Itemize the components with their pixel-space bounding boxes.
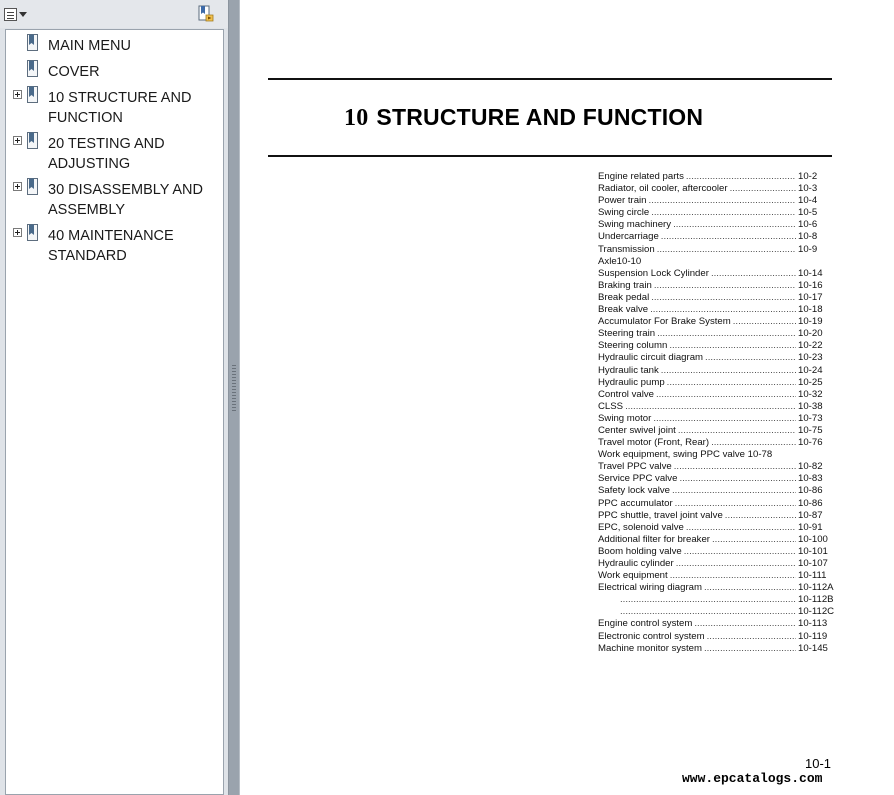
toc-entry[interactable] bbox=[598, 546, 838, 558]
expand-bookmark-icon bbox=[196, 4, 216, 24]
toc-entry-page: 10-76 bbox=[798, 437, 823, 449]
toc-entry-title: Center swivel joint bbox=[598, 424, 676, 436]
toc-entry-page: 10-23 bbox=[798, 352, 823, 364]
toc-entry[interactable] bbox=[598, 304, 838, 316]
toc-entry-title: Hydraulic cylinder bbox=[598, 558, 674, 569]
toc-leader-dots bbox=[651, 292, 796, 304]
toc-entry-page: 10-107 bbox=[798, 558, 828, 569]
toc-leader-dots bbox=[707, 631, 796, 643]
toc-leader-dots bbox=[725, 510, 796, 522]
toc-entry-title: Axle10-10 bbox=[598, 255, 642, 267]
toc-entry-page: 10-32 bbox=[798, 388, 823, 400]
toc-entry[interactable] bbox=[598, 437, 838, 449]
toc-leader-dots bbox=[625, 401, 796, 413]
toc-leader-dots bbox=[670, 570, 796, 582]
toc-entry-page: 10-83 bbox=[798, 473, 823, 485]
toc-entry[interactable] bbox=[598, 183, 838, 195]
toc-entry[interactable] bbox=[598, 292, 838, 304]
toc-leader-dots bbox=[667, 377, 796, 389]
toc-entry-title: Hydraulic pump bbox=[598, 376, 665, 388]
toc-entry[interactable] bbox=[598, 582, 838, 594]
bookmark-item[interactable] bbox=[6, 130, 223, 174]
toc-entry-page: 10-19 bbox=[798, 316, 823, 328]
toc-entry-page: 10-5 bbox=[798, 207, 818, 219]
toc-entry[interactable] bbox=[598, 558, 838, 570]
title-rule-bottom bbox=[268, 155, 832, 157]
bookmark-item[interactable] bbox=[6, 176, 223, 220]
toc-entry-title: Machine monitor system bbox=[598, 642, 702, 654]
toc-leader-dots bbox=[730, 183, 796, 195]
toc-leader-dots bbox=[673, 219, 796, 231]
toc-entry-title: Work equipment, swing PPC valve 10-78 bbox=[598, 449, 773, 461]
bookmark-item[interactable] bbox=[6, 84, 223, 128]
toc-entry-page: 10-113 bbox=[798, 618, 828, 630]
toc-leader-dots bbox=[704, 582, 796, 594]
toc-entry-title: Break valve bbox=[598, 304, 649, 316]
bookmark-item[interactable] bbox=[6, 32, 223, 56]
expand-plus-icon[interactable] bbox=[13, 182, 22, 191]
toc-entry-title: Electrical wiring diagram bbox=[598, 582, 702, 594]
bookmark-icon bbox=[26, 60, 39, 78]
splitter-grip-icon[interactable] bbox=[232, 365, 236, 413]
toc-leader-dots bbox=[678, 425, 796, 437]
watermark-url: www.epcatalogs.com bbox=[682, 771, 823, 786]
toc-entry[interactable] bbox=[598, 219, 838, 231]
toc-leader-dots bbox=[704, 643, 796, 655]
toc-leader-dots bbox=[684, 546, 796, 558]
toc-entry-page: 10-111 bbox=[798, 570, 827, 582]
toc-entry-title: Electronic control system bbox=[598, 630, 705, 642]
toc-leader-dots bbox=[649, 195, 796, 207]
bookmark-icon bbox=[26, 178, 39, 196]
toc-leader-dots bbox=[620, 594, 796, 606]
toc-entry[interactable] bbox=[598, 413, 838, 425]
chapter-title: STRUCTURE AND FUNCTION bbox=[376, 104, 704, 130]
toc-entry[interactable] bbox=[598, 631, 838, 643]
toc-entry-title: Swing motor bbox=[598, 412, 652, 424]
toc-entry-title: Steering column bbox=[598, 340, 668, 352]
toc-entry-title: PPC accumulator bbox=[598, 497, 673, 509]
toc-entry[interactable] bbox=[598, 473, 838, 485]
toc-entry-title: Transmission bbox=[598, 243, 655, 255]
toc-leader-dots bbox=[661, 231, 796, 243]
toc-entry-page: 10-22 bbox=[798, 340, 823, 352]
toc-entry[interactable] bbox=[598, 377, 838, 389]
toc-leader-dots bbox=[694, 618, 796, 630]
toc-entry-title: Engine control system bbox=[598, 618, 693, 630]
toc-leader-dots bbox=[686, 171, 796, 183]
toc-entry[interactable] bbox=[598, 365, 838, 377]
toc-entry-page: 10-119 bbox=[798, 630, 828, 642]
document-page bbox=[240, 0, 894, 795]
expand-plus-icon[interactable] bbox=[13, 228, 22, 237]
toc-entry[interactable] bbox=[598, 231, 838, 243]
toc-entry-page: 10-25 bbox=[798, 376, 823, 388]
toc-entry[interactable] bbox=[598, 425, 838, 437]
toc-leader-dots bbox=[620, 606, 796, 618]
toc-entry-page: 10-14 bbox=[798, 267, 823, 279]
toc-entry-page: 10-86 bbox=[798, 485, 823, 497]
toc-leader-dots bbox=[669, 340, 796, 352]
toc-leader-dots bbox=[686, 522, 796, 534]
toc-entry[interactable] bbox=[598, 268, 838, 280]
toc-entry-title: Safety lock valve bbox=[598, 485, 670, 497]
toc-leader-dots bbox=[672, 485, 796, 497]
toc-entry-page: 10-38 bbox=[798, 400, 823, 412]
toc-entry-title: Additional filter for breaker bbox=[598, 533, 710, 545]
toc-leader-dots bbox=[654, 280, 796, 292]
toc-entry[interactable] bbox=[598, 195, 838, 207]
toc-entry-title: Radiator, oil cooler, aftercooler bbox=[598, 183, 728, 195]
toc-entry-page: 10-20 bbox=[798, 328, 823, 340]
expand-plus-icon[interactable] bbox=[13, 136, 22, 145]
expand-plus-icon[interactable] bbox=[13, 90, 22, 99]
toc-leader-dots bbox=[653, 413, 796, 425]
toc-entry-title: Power train bbox=[598, 195, 647, 207]
toc-entry[interactable] bbox=[598, 510, 838, 522]
toc-entry-page: 10-82 bbox=[798, 461, 823, 473]
toc-leader-dots bbox=[711, 437, 796, 449]
toc-entry-page: 10-8 bbox=[798, 231, 818, 243]
bookmark-label: COVER bbox=[48, 64, 100, 80]
toc-leader-dots bbox=[733, 316, 796, 328]
options-menu-icon bbox=[4, 8, 17, 21]
bookmarks-toolbar bbox=[0, 0, 228, 28]
toc-entry-title: Braking train bbox=[598, 279, 652, 291]
toc-entry-page: 10-3 bbox=[798, 183, 818, 195]
toc-entry-page: 10-16 bbox=[798, 279, 823, 291]
toc-leader-dots bbox=[675, 498, 796, 510]
toc-entry-page: 10-2 bbox=[798, 171, 818, 182]
toc-entry[interactable] bbox=[598, 570, 838, 582]
bookmark-icon bbox=[26, 224, 39, 242]
bookmark-label: 20 TESTING AND ADJUSTING bbox=[48, 136, 165, 172]
title-rule-top bbox=[268, 78, 832, 80]
toc-entry-page: 10-17 bbox=[798, 291, 823, 303]
toc-entry-title: Travel PPC valve bbox=[598, 461, 672, 473]
toc-entry[interactable] bbox=[598, 401, 838, 413]
toc-entry-page: 10-91 bbox=[798, 521, 823, 533]
toc-entry-title: Service PPC valve bbox=[598, 473, 678, 485]
toc-entry[interactable] bbox=[598, 328, 838, 340]
toc-entry[interactable] bbox=[598, 498, 838, 510]
toc-entry-page: 10-24 bbox=[798, 364, 823, 376]
toc-entry-page: 10-112A bbox=[798, 582, 834, 594]
toc-entry-title: Accumulator For Brake System bbox=[598, 316, 731, 328]
toc-entry-title: Control valve bbox=[598, 388, 654, 400]
toc-entry[interactable] bbox=[598, 534, 838, 546]
toc-entry-title: Boom holding valve bbox=[598, 545, 682, 557]
toc-entry[interactable] bbox=[598, 461, 838, 473]
bookmark-label: 10 STRUCTURE AND FUNCTION bbox=[48, 90, 192, 126]
toc-leader-dots bbox=[711, 268, 796, 280]
toc-entry[interactable] bbox=[598, 340, 838, 352]
toc-entry[interactable] bbox=[598, 485, 838, 497]
expand-current-bookmark-button[interactable] bbox=[196, 4, 216, 24]
toc-entry[interactable] bbox=[598, 244, 838, 256]
toc-entry-title: Travel motor (Front, Rear) bbox=[598, 437, 710, 449]
toc-entry[interactable] bbox=[598, 389, 838, 401]
chapter-number: 10 bbox=[344, 105, 369, 131]
toc-entry-page: 10-101 bbox=[798, 545, 828, 557]
toc-entry[interactable] bbox=[598, 606, 838, 618]
bookmark-icon bbox=[26, 34, 39, 52]
bookmark-tree bbox=[5, 29, 224, 795]
toc-leader-dots bbox=[651, 207, 796, 219]
toc-entry[interactable] bbox=[598, 352, 838, 364]
toc-leader-dots bbox=[705, 352, 796, 364]
toc-entry[interactable] bbox=[598, 256, 838, 268]
toc-entry[interactable] bbox=[598, 643, 838, 655]
toc-leader-dots bbox=[712, 534, 796, 546]
toc-leader-dots bbox=[661, 365, 796, 377]
toc-entry-title: Steering train bbox=[598, 328, 656, 340]
toc-entry[interactable] bbox=[598, 316, 838, 328]
toc-entry-page: 10-6 bbox=[798, 219, 818, 231]
toc-entry-title: Hydraulic tank bbox=[598, 364, 659, 376]
toc-leader-dots bbox=[656, 389, 796, 401]
bookmark-label: 30 DISASSEMBLY AND ASSEMBLY bbox=[48, 182, 204, 218]
toc-entry-page: 10-100 bbox=[798, 533, 828, 545]
toc-entry[interactable] bbox=[598, 280, 838, 292]
toc-leader-dots bbox=[676, 558, 796, 570]
toc-entry-page: 10-75 bbox=[798, 424, 823, 436]
table-of-contents bbox=[598, 171, 838, 655]
toc-entry[interactable] bbox=[598, 207, 838, 219]
page-number: 10-1 bbox=[805, 756, 832, 771]
toc-entry-title: Hydraulic circuit diagram bbox=[598, 352, 704, 364]
toc-entry-title: Swing machinery bbox=[598, 219, 672, 231]
toc-entry-title: Break pedal bbox=[598, 291, 650, 303]
toc-entry-title: Undercarriage bbox=[598, 231, 659, 243]
toc-entry-page: 10-87 bbox=[798, 509, 823, 521]
toc-entry[interactable] bbox=[598, 522, 838, 534]
toc-entry[interactable] bbox=[598, 171, 838, 183]
toc-entry[interactable] bbox=[598, 594, 838, 606]
toc-entry-page: 10-86 bbox=[798, 497, 823, 509]
toc-entry-title: PPC shuttle, travel joint valve bbox=[598, 509, 723, 521]
bookmark-item[interactable] bbox=[6, 222, 223, 266]
bookmark-icon bbox=[26, 86, 39, 104]
toc-entry-title: CLSS bbox=[598, 400, 624, 412]
toc-entry-page: 10-112B bbox=[798, 594, 834, 606]
toc-entry[interactable] bbox=[598, 618, 838, 630]
toc-leader-dots bbox=[657, 244, 796, 256]
toc-leader-dots bbox=[674, 461, 796, 473]
toc-leader-dots bbox=[650, 304, 796, 316]
toc-entry-page: 10-112C bbox=[798, 606, 835, 618]
toc-entry-title: Suspension Lock Cylinder bbox=[598, 267, 709, 279]
panel-splitter[interactable] bbox=[228, 0, 240, 795]
bookmark-icon bbox=[26, 132, 39, 150]
toc-entry-page: 10-9 bbox=[798, 243, 818, 255]
toc-entry-page: 10-18 bbox=[798, 304, 823, 316]
toc-entry-title: Engine related parts bbox=[598, 171, 684, 182]
toc-entry-page: 10-145 bbox=[798, 642, 828, 654]
toc-entry-title: Work equipment bbox=[598, 570, 668, 582]
bookmark-options-button[interactable] bbox=[4, 5, 30, 23]
toc-entry[interactable] bbox=[598, 449, 838, 461]
toc-leader-dots bbox=[657, 328, 796, 340]
chapter-heading bbox=[344, 104, 703, 132]
toc-entry-page: 10-4 bbox=[798, 195, 818, 207]
bookmark-label: 40 MAINTENANCE STANDARD bbox=[48, 228, 174, 264]
bookmark-label: MAIN MENU bbox=[48, 38, 131, 54]
bookmark-item[interactable] bbox=[6, 58, 223, 82]
dropdown-arrow-icon bbox=[19, 12, 27, 17]
toc-entry-title: Swing circle bbox=[598, 207, 650, 219]
bookmarks-panel bbox=[0, 0, 228, 795]
toc-entry-title: EPC, solenoid valve bbox=[598, 521, 684, 533]
toc-leader-dots bbox=[679, 473, 796, 485]
toc-entry-page: 10-73 bbox=[798, 412, 823, 424]
